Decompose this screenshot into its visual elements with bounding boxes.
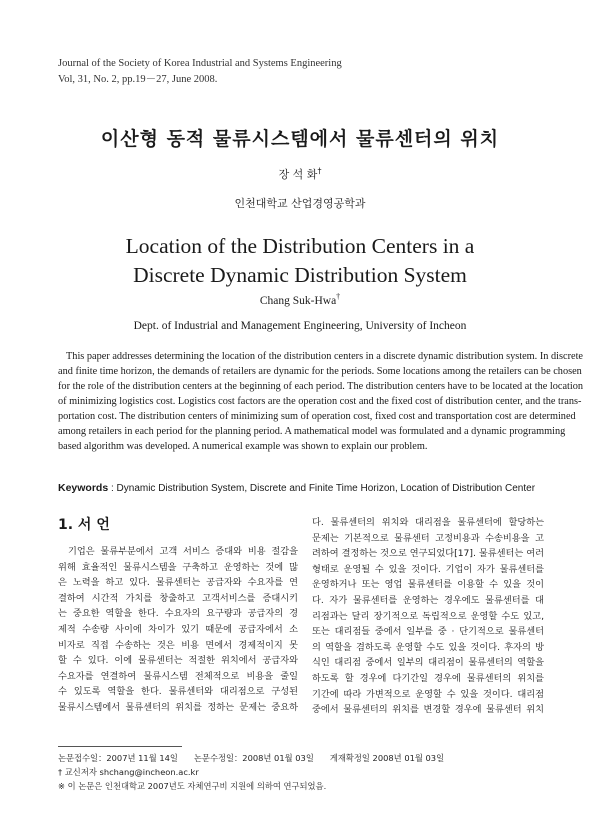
- english-title-line1: Location of the Distribution Centers in a: [125, 234, 475, 258]
- korean-author-name: 장 석 화: [278, 168, 318, 181]
- corresponding-mark: †: [58, 767, 63, 777]
- body-line: 리점과는 달리 장기적으로 독립적으로 운영할 수도 있고,: [312, 610, 544, 622]
- body-line: 수 있도록 역할을 한다. 물류센터와 대리점으로 구성된: [58, 686, 298, 698]
- body-line: 중에서 물류센터의 위치를 변경할 경우에 물류센터 위치: [312, 704, 544, 716]
- journal-volume: Vol, 31, No. 2, pp.19－27, June 2008.: [58, 74, 218, 85]
- keywords-label: Keywords: [58, 482, 109, 494]
- body-line: 다. 물류센터의 위치와 대리점을 물류센터에 할당하는: [312, 517, 544, 528]
- abstract-line: portation cost. The distribution centers of minimizing sum of operation cost, fixed cost and transportation cost are determined: [58, 411, 576, 422]
- body-line: 위해 효율적인 물류시스템을 구축하고 운영하는 것에 많: [58, 561, 298, 573]
- accepted-date: 게재확정일 2008년 01월 03일: [329, 753, 445, 763]
- body-right-column: [312, 515, 544, 718]
- korean-title: 이산형 동적 물류시스템에서 물류센터의 위치: [100, 128, 500, 150]
- received-date: 논문접수일：2007년 11월 14일: [58, 753, 178, 763]
- journal-name: Journal of the Society of Korea Industrial and Systems Engineering: [58, 58, 342, 69]
- body-line: 운영하거나 또는 영업 물류센터를 이용할 수 있을 것이: [312, 579, 544, 591]
- body-line: 기간에 따라 가변적으로 운영할 수 있을 것이다. 대리점: [312, 688, 544, 700]
- body-line: 결하여 시간적 가치를 창출하고 고객서비스를 증대시키: [58, 592, 298, 604]
- korean-affiliation: 인천대학교 산업경영공학과: [234, 197, 366, 210]
- footnote-funding: [58, 780, 326, 792]
- body-line: 기업은 물류부분에서 고객 서비스 증대와 비용 절감을: [68, 546, 298, 557]
- abstract-line: for the role of the distribution centers at the beginning of each period. The distribution centers have to be located at the location: [58, 381, 584, 392]
- corresponding-label: 교신저자: [64, 767, 97, 777]
- abstract-line: among retailers in each period for the planning period. A mathematical model was formulated and a dynamic programming: [58, 426, 566, 437]
- corresponding-email: shchang@incheon.ac.kr: [99, 767, 199, 777]
- footnote-corresponding: [58, 766, 199, 778]
- body-line: 문제는 기본적으로 물류센터 고정비용과 수송비용을 고: [312, 532, 544, 544]
- footnote-divider: [58, 746, 182, 747]
- english-title: [0, 232, 600, 290]
- abstract: [58, 349, 584, 454]
- english-title-line2: Discrete Dynamic Distribution System: [133, 263, 467, 287]
- body-line: 제적 수송량 사이에 차이가 있기 때문에 공급자에서 소: [58, 623, 298, 635]
- keywords-text: Dynamic Distribution System, Discrete and Finite Time Horizon, Location of Distribution Center: [116, 483, 536, 494]
- body-line: 비자로 직접 수송하는 것은 비용 면에서 경제적이지 못: [58, 639, 298, 651]
- funding-text: 이 논문은 인천대학교 2007년도 자체연구비 지원에 의하여 연구되었음.: [67, 781, 327, 791]
- body-line: 려하여 결정하는 것으로 연구되었다[17]. 물류센터는 여러: [312, 548, 544, 560]
- english-author-name: Chang Suk-Hwa: [259, 294, 337, 307]
- abstract-line: of minimizing logistics cost. Logistics cost factors are the operation cost and the fixed cost of distribution center, and the trans-: [58, 396, 582, 407]
- journal-header: [58, 56, 342, 88]
- english-affiliation: Dept. of Industrial and Management Engineering, University of Incheon: [133, 320, 467, 332]
- body-line: 물류시스템에서 물류센터의 위치를 정하는 문제는 중요하: [58, 701, 298, 713]
- english-author: [0, 292, 600, 307]
- keywords: [58, 482, 535, 494]
- keywords-separator: :: [108, 483, 117, 494]
- body-line: 할 수 있다. 이에 물류센터는 적절한 위치에서 공급자와: [58, 655, 298, 667]
- english-author-mark: †: [336, 292, 341, 301]
- section-heading: 1. 서 언: [58, 517, 110, 533]
- body-line: 식인 대리점 중에서 일부의 대리점이 물류센터의 역할을: [312, 657, 544, 669]
- body-line: 다. 자가 물류센터를 운영하는 경우에도 물류센터를 대: [312, 594, 544, 606]
- body-line: 하도록 할 경우에 다기간일 경우에 물류센터의 위치를: [312, 672, 544, 684]
- footnote-dates: [58, 752, 444, 764]
- body-line: 수요자를 연결하여 물류시스템 전체적으로 비용을 줄일: [58, 670, 298, 682]
- korean-author: [0, 166, 600, 182]
- body-line: 형태로 운영될 수 있을 것이다. 기업이 자가 물류센터를: [312, 563, 544, 575]
- abstract-line: This paper addresses determining the location of the distribution centers in a discrete dynamic distribution system. In discrete: [66, 351, 583, 362]
- body-line: 는 중요한 역할을 한다. 수요자의 요구량과 공급자의 경: [58, 608, 298, 620]
- body-left-column: [58, 544, 298, 716]
- abstract-line: based algorithm was developed. A numerical example was shown to explain our problem.: [58, 441, 428, 452]
- korean-author-mark: †: [317, 166, 322, 176]
- body-line: 은 노력을 하고 있다. 물류센터는 공급자와 수요자를 연: [58, 577, 298, 589]
- body-line: 의 역할을 겸하도록 운영할 수도 있을 것이다. 후자의 방: [312, 641, 544, 653]
- revised-date: 논문수정일：2008년 01월 03일: [193, 753, 314, 763]
- funding-mark: ※: [58, 781, 65, 791]
- abstract-line: and finite time horizon, the demands of retailers are dynamic for the periods. Some locations among the retailers can be chosen: [58, 366, 582, 377]
- body-line: 또는 대리점들 중에서 일부를 중 · 단기적으로 물류센터: [312, 626, 544, 638]
